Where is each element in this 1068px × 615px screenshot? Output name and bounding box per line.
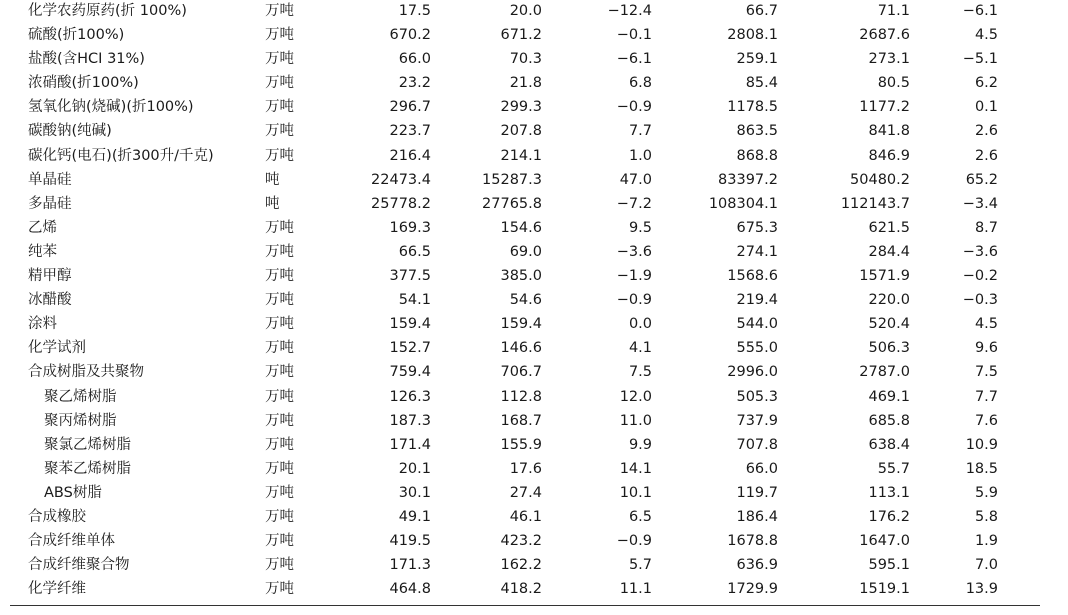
unit-cell: 吨 xyxy=(265,171,280,188)
cumulative-growth-rate-cell: 5.9 xyxy=(974,484,998,501)
cumulative-growth-rate-cell: 10.9 xyxy=(965,436,998,453)
cumulative-growth-rate-cell: 2.6 xyxy=(974,123,998,140)
cumulative-value-cell: 119.7 xyxy=(736,484,778,501)
prior-year-cumulative-value-cell: 638.4 xyxy=(868,436,910,453)
cumulative-value-cell: 737.9 xyxy=(736,412,778,429)
prior-year-cumulative-value-cell: 55.7 xyxy=(877,460,910,477)
month-growth-rate-cell: −12.4 xyxy=(607,3,652,19)
current-month-value-cell: 223.7 xyxy=(389,123,431,140)
month-growth-rate-cell: −0.1 xyxy=(616,27,652,44)
table-row xyxy=(0,553,1068,577)
unit-cell: 万吨 xyxy=(265,147,294,164)
cumulative-value-cell: 186.4 xyxy=(736,508,778,525)
table-row xyxy=(0,481,1068,505)
cumulative-growth-rate-cell: 7.0 xyxy=(974,557,998,574)
cumulative-value-cell: 66.0 xyxy=(745,460,778,477)
prior-year-cumulative-value-cell: 273.1 xyxy=(868,51,910,68)
month-growth-rate-cell: 7.5 xyxy=(628,364,652,381)
prior-year-month-value-cell: 671.2 xyxy=(500,27,542,44)
product-name-cell: 冰醋酸 xyxy=(28,292,72,309)
unit-cell: 吨 xyxy=(265,195,280,212)
month-growth-rate-cell: 10.1 xyxy=(619,484,652,501)
cumulative-value-cell: 2808.1 xyxy=(727,27,778,44)
unit-cell: 万吨 xyxy=(265,3,294,19)
unit-cell: 万吨 xyxy=(265,219,294,236)
unit-cell: 万吨 xyxy=(265,99,294,116)
unit-cell: 万吨 xyxy=(265,484,294,501)
unit-cell: 万吨 xyxy=(265,292,294,309)
cumulative-growth-rate-cell: −3.4 xyxy=(962,195,998,212)
table-row xyxy=(0,385,1068,409)
current-month-value-cell: 419.5 xyxy=(389,533,431,550)
product-name-cell: 盐酸(含HCI 31%) xyxy=(28,51,145,68)
table-row xyxy=(0,505,1068,529)
month-growth-rate-cell: 47.0 xyxy=(619,171,652,188)
prior-year-month-value-cell: 27.4 xyxy=(509,484,542,501)
prior-year-month-value-cell: 146.6 xyxy=(500,340,542,357)
prior-year-cumulative-value-cell: 506.3 xyxy=(868,340,910,357)
prior-year-cumulative-value-cell: 220.0 xyxy=(868,292,910,309)
table-row xyxy=(0,409,1068,433)
month-growth-rate-cell: 12.0 xyxy=(619,388,652,405)
unit-cell: 万吨 xyxy=(265,581,294,598)
prior-year-month-value-cell: 112.8 xyxy=(500,388,542,405)
product-name-cell: 多晶硅 xyxy=(28,195,72,212)
unit-cell: 万吨 xyxy=(265,27,294,44)
cumulative-growth-rate-cell: 1.9 xyxy=(974,533,998,550)
prior-year-month-value-cell: 418.2 xyxy=(500,581,542,598)
product-name-cell: 硫酸(折100%) xyxy=(28,27,125,44)
prior-year-month-value-cell: 69.0 xyxy=(509,243,542,260)
month-growth-rate-cell: −1.9 xyxy=(616,268,652,285)
month-growth-rate-cell: 6.8 xyxy=(628,75,652,92)
prior-year-month-value-cell: 214.1 xyxy=(500,147,542,164)
prior-year-cumulative-value-cell: 2687.6 xyxy=(859,27,910,44)
cumulative-growth-rate-cell: −0.2 xyxy=(962,268,998,285)
product-name-cell: 聚苯乙烯树脂 xyxy=(44,460,131,477)
month-growth-rate-cell: −0.9 xyxy=(616,292,652,309)
product-name-cell: ABS树脂 xyxy=(44,484,102,501)
cumulative-value-cell: 1729.9 xyxy=(727,581,778,598)
prior-year-cumulative-value-cell: 1519.1 xyxy=(859,581,910,598)
unit-cell: 万吨 xyxy=(265,508,294,525)
product-name-cell: 碳化钙(电石)(折300升/千克) xyxy=(28,147,214,164)
month-growth-rate-cell: −0.9 xyxy=(616,533,652,550)
cumulative-value-cell: 66.7 xyxy=(745,3,778,19)
month-growth-rate-cell: 4.1 xyxy=(628,340,652,357)
prior-year-month-value-cell: 155.9 xyxy=(500,436,542,453)
product-name-cell: 单晶硅 xyxy=(28,171,72,188)
month-growth-rate-cell: 9.9 xyxy=(628,436,652,453)
prior-year-month-value-cell: 154.6 xyxy=(500,219,542,236)
month-growth-rate-cell: 11.1 xyxy=(619,581,652,598)
unit-cell: 万吨 xyxy=(265,75,294,92)
cumulative-value-cell: 1678.8 xyxy=(727,533,778,550)
unit-cell: 万吨 xyxy=(265,123,294,140)
prior-year-month-value-cell: 159.4 xyxy=(500,316,542,333)
cumulative-growth-rate-cell: 0.1 xyxy=(974,99,998,116)
current-month-value-cell: 17.5 xyxy=(398,3,431,19)
prior-year-cumulative-value-cell: 1177.2 xyxy=(859,99,910,116)
prior-year-month-value-cell: 21.8 xyxy=(509,75,542,92)
table-bottom-rule xyxy=(10,605,1040,606)
current-month-value-cell: 670.2 xyxy=(389,27,431,44)
unit-cell: 万吨 xyxy=(265,557,294,574)
current-month-value-cell: 169.3 xyxy=(389,219,431,236)
cumulative-growth-rate-cell: 65.2 xyxy=(965,171,998,188)
table-row xyxy=(0,23,1068,47)
table-row xyxy=(0,144,1068,168)
current-month-value-cell: 22473.4 xyxy=(371,171,431,188)
product-name-cell: 纯苯 xyxy=(28,243,57,260)
table-row xyxy=(0,312,1068,336)
current-month-value-cell: 30.1 xyxy=(398,484,431,501)
table-row xyxy=(0,216,1068,240)
cumulative-value-cell: 83397.2 xyxy=(718,171,778,188)
unit-cell: 万吨 xyxy=(265,388,294,405)
unit-cell: 万吨 xyxy=(265,316,294,333)
prior-year-cumulative-value-cell: 80.5 xyxy=(877,75,910,92)
cumulative-growth-rate-cell: 5.8 xyxy=(974,508,998,525)
cumulative-growth-rate-cell: 7.7 xyxy=(974,388,998,405)
table-row xyxy=(0,240,1068,264)
prior-year-month-value-cell: 54.6 xyxy=(509,292,542,309)
unit-cell: 万吨 xyxy=(265,412,294,429)
table-row xyxy=(0,336,1068,360)
product-name-cell: 碳酸钠(纯碱) xyxy=(28,123,112,140)
cumulative-value-cell: 2996.0 xyxy=(727,364,778,381)
table-row xyxy=(0,433,1068,457)
prior-year-cumulative-value-cell: 176.2 xyxy=(868,508,910,525)
product-name-cell: 浓硝酸(折100%) xyxy=(28,75,139,92)
prior-year-cumulative-value-cell: 113.1 xyxy=(868,484,910,501)
month-growth-rate-cell: −6.1 xyxy=(616,51,652,68)
cumulative-value-cell: 868.8 xyxy=(736,147,778,164)
current-month-value-cell: 187.3 xyxy=(389,412,431,429)
prior-year-month-value-cell: 70.3 xyxy=(509,51,542,68)
prior-year-cumulative-value-cell: 2787.0 xyxy=(859,364,910,381)
month-growth-rate-cell: −0.9 xyxy=(616,99,652,116)
current-month-value-cell: 216.4 xyxy=(389,147,431,164)
cumulative-growth-rate-cell: −3.6 xyxy=(962,243,998,260)
current-month-value-cell: 159.4 xyxy=(389,316,431,333)
product-name-cell: 聚乙烯树脂 xyxy=(44,388,117,405)
cumulative-growth-rate-cell: 8.7 xyxy=(974,219,998,236)
month-growth-rate-cell: 7.7 xyxy=(628,123,652,140)
cumulative-value-cell: 863.5 xyxy=(736,123,778,140)
prior-year-month-value-cell: 15287.3 xyxy=(482,171,542,188)
prior-year-cumulative-value-cell: 846.9 xyxy=(868,147,910,164)
prior-year-cumulative-value-cell: 621.5 xyxy=(868,219,910,236)
prior-year-month-value-cell: 207.8 xyxy=(500,123,542,140)
cumulative-value-cell: 675.3 xyxy=(736,219,778,236)
cumulative-growth-rate-cell: −6.1 xyxy=(962,3,998,19)
table-row xyxy=(0,71,1068,95)
cumulative-value-cell: 555.0 xyxy=(736,340,778,357)
cumulative-growth-rate-cell: 9.6 xyxy=(974,340,998,357)
prior-year-month-value-cell: 162.2 xyxy=(500,557,542,574)
current-month-value-cell: 54.1 xyxy=(398,292,431,309)
table-row xyxy=(0,264,1068,288)
unit-cell: 万吨 xyxy=(265,243,294,260)
current-month-value-cell: 66.0 xyxy=(398,51,431,68)
unit-cell: 万吨 xyxy=(265,51,294,68)
prior-year-cumulative-value-cell: 1647.0 xyxy=(859,533,910,550)
cumulative-value-cell: 707.8 xyxy=(736,436,778,453)
product-name-cell: 氢氧化钠(烧碱)(折100%) xyxy=(28,99,194,116)
current-month-value-cell: 25778.2 xyxy=(371,195,431,212)
cumulative-value-cell: 636.9 xyxy=(736,557,778,574)
unit-cell: 万吨 xyxy=(265,460,294,477)
cumulative-growth-rate-cell: 13.9 xyxy=(965,581,998,598)
product-name-cell: 合成树脂及共聚物 xyxy=(28,364,144,381)
month-growth-rate-cell: 9.5 xyxy=(628,219,652,236)
prior-year-cumulative-value-cell: 469.1 xyxy=(868,388,910,405)
table-row xyxy=(0,119,1068,143)
prior-year-cumulative-value-cell: 520.4 xyxy=(868,316,910,333)
cumulative-growth-rate-cell: 7.6 xyxy=(974,412,998,429)
current-month-value-cell: 66.5 xyxy=(398,243,431,260)
cumulative-value-cell: 108304.1 xyxy=(708,195,778,212)
prior-year-month-value-cell: 27765.8 xyxy=(482,195,542,212)
unit-cell: 万吨 xyxy=(265,436,294,453)
prior-year-cumulative-value-cell: 841.8 xyxy=(868,123,910,140)
table-row xyxy=(0,168,1068,192)
prior-year-month-value-cell: 423.2 xyxy=(500,533,542,550)
product-name-cell: 涂料 xyxy=(28,316,57,333)
current-month-value-cell: 377.5 xyxy=(389,268,431,285)
table-row xyxy=(0,95,1068,119)
prior-year-cumulative-value-cell: 1571.9 xyxy=(859,268,910,285)
product-name-cell: 化学纤维 xyxy=(28,581,86,598)
product-name-cell: 聚氯乙烯树脂 xyxy=(44,436,131,453)
month-growth-rate-cell: −3.6 xyxy=(616,243,652,260)
prior-year-cumulative-value-cell: 284.4 xyxy=(868,243,910,260)
current-month-value-cell: 152.7 xyxy=(389,340,431,357)
table-row xyxy=(0,360,1068,384)
table-row xyxy=(0,0,1068,23)
month-growth-rate-cell: 5.7 xyxy=(628,557,652,574)
product-name-cell: 聚丙烯树脂 xyxy=(44,412,117,429)
product-name-cell: 化学试剂 xyxy=(28,340,86,357)
prior-year-month-value-cell: 385.0 xyxy=(500,268,542,285)
table-row xyxy=(0,47,1068,71)
current-month-value-cell: 49.1 xyxy=(398,508,431,525)
product-name-cell: 精甲醇 xyxy=(28,268,72,285)
current-month-value-cell: 171.3 xyxy=(389,557,431,574)
product-name-cell: 合成橡胶 xyxy=(28,508,86,525)
current-month-value-cell: 759.4 xyxy=(389,364,431,381)
month-growth-rate-cell: 0.0 xyxy=(628,316,652,333)
cumulative-value-cell: 1568.6 xyxy=(727,268,778,285)
cumulative-growth-rate-cell: 6.2 xyxy=(974,75,998,92)
cumulative-value-cell: 85.4 xyxy=(745,75,778,92)
cumulative-value-cell: 259.1 xyxy=(736,51,778,68)
prior-year-month-value-cell: 46.1 xyxy=(509,508,542,525)
current-month-value-cell: 23.2 xyxy=(398,75,431,92)
product-name-cell: 乙烯 xyxy=(28,219,57,236)
current-month-value-cell: 464.8 xyxy=(389,581,431,598)
prior-year-month-value-cell: 20.0 xyxy=(509,3,542,19)
prior-year-cumulative-value-cell: 112143.7 xyxy=(840,195,910,212)
prior-year-cumulative-value-cell: 71.1 xyxy=(877,3,910,19)
current-month-value-cell: 296.7 xyxy=(389,99,431,116)
unit-cell: 万吨 xyxy=(265,364,294,381)
cumulative-growth-rate-cell: −0.3 xyxy=(962,292,998,309)
table-row xyxy=(0,529,1068,553)
cumulative-growth-rate-cell: 4.5 xyxy=(974,316,998,333)
unit-cell: 万吨 xyxy=(265,340,294,357)
cumulative-growth-rate-cell: 4.5 xyxy=(974,27,998,44)
cumulative-growth-rate-cell: 18.5 xyxy=(965,460,998,477)
unit-cell: 万吨 xyxy=(265,533,294,550)
cumulative-value-cell: 274.1 xyxy=(736,243,778,260)
prior-year-month-value-cell: 168.7 xyxy=(500,412,542,429)
prior-year-month-value-cell: 17.6 xyxy=(509,460,542,477)
product-name-cell: 化学农药原药(折 100%) xyxy=(28,3,187,19)
cumulative-value-cell: 1178.5 xyxy=(727,99,778,116)
current-month-value-cell: 126.3 xyxy=(389,388,431,405)
month-growth-rate-cell: −7.2 xyxy=(616,195,652,212)
current-month-value-cell: 171.4 xyxy=(389,436,431,453)
table-row xyxy=(0,192,1068,216)
prior-year-month-value-cell: 706.7 xyxy=(500,364,542,381)
month-growth-rate-cell: 1.0 xyxy=(628,147,652,164)
month-growth-rate-cell: 11.0 xyxy=(619,412,652,429)
table-row xyxy=(0,577,1068,601)
cumulative-value-cell: 544.0 xyxy=(736,316,778,333)
unit-cell: 万吨 xyxy=(265,268,294,285)
cumulative-value-cell: 505.3 xyxy=(736,388,778,405)
table-row xyxy=(0,288,1068,312)
product-name-cell: 合成纤维聚合物 xyxy=(28,557,130,574)
prior-year-cumulative-value-cell: 595.1 xyxy=(868,557,910,574)
prior-year-cumulative-value-cell: 50480.2 xyxy=(850,171,910,188)
cumulative-growth-rate-cell: −5.1 xyxy=(962,51,998,68)
cumulative-value-cell: 219.4 xyxy=(736,292,778,309)
month-growth-rate-cell: 14.1 xyxy=(619,460,652,477)
cumulative-growth-rate-cell: 2.6 xyxy=(974,147,998,164)
product-name-cell: 合成纤维单体 xyxy=(28,533,115,550)
prior-year-month-value-cell: 299.3 xyxy=(500,99,542,116)
prior-year-cumulative-value-cell: 685.8 xyxy=(868,412,910,429)
month-growth-rate-cell: 6.5 xyxy=(628,508,652,525)
current-month-value-cell: 20.1 xyxy=(398,460,431,477)
table-row xyxy=(0,457,1068,481)
cumulative-growth-rate-cell: 7.5 xyxy=(974,364,998,381)
